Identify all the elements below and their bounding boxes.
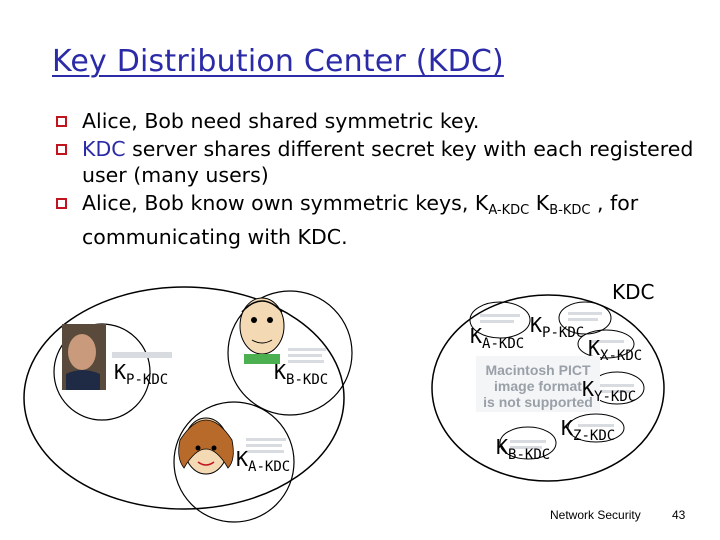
- kdc-heading: KDC: [612, 280, 655, 304]
- pict-line-2: image format: [494, 378, 582, 394]
- bob-cartoon-icon: [240, 298, 284, 364]
- footer-title: Network Security: [550, 508, 641, 522]
- pict-line-1: Macintosh PICT: [485, 362, 591, 378]
- user-b-circle: [228, 291, 352, 415]
- kdc-key-b: $K_{B-KDC}$: [496, 435, 551, 463]
- kdc-key-z: $K_{Z-KDC}$: [561, 416, 616, 444]
- key-label-a: $K_{A-KDC}$: [236, 447, 291, 475]
- slide-title: Key Distribution Center (KDC): [52, 44, 504, 79]
- pict-placeholder-text: [478, 362, 598, 410]
- bullet-sub-b: B-KDC: [549, 203, 591, 218]
- key-label-p: $K_{P-KDC}$: [114, 360, 169, 388]
- bullet-kdc-prefix: KDC: [82, 137, 126, 161]
- kdc-key-x: $K_{X-KDC}$: [588, 336, 643, 364]
- kdc-key-a: $K_{A-KDC}$: [470, 324, 525, 352]
- alice-cartoon-icon: [179, 418, 234, 474]
- users-oval: [24, 287, 344, 509]
- kdc-key-y: $K_{Y-KDC}$: [582, 377, 637, 405]
- kdc-key-p: $K_{P-KDC}$: [530, 313, 585, 341]
- pict-line-3: is not supported: [483, 394, 593, 410]
- page-number: 43: [672, 508, 686, 522]
- key-label-b: $K_{B-KDC}$: [274, 360, 329, 388]
- bullet-text-mid: K: [529, 191, 550, 215]
- bullet-text-end: , for communicating with KDC.: [82, 191, 639, 249]
- bullet-text: Alice, Bob know own symmetric keys, K: [82, 191, 489, 215]
- bullet-text: Alice, Bob need shared symmetric key.: [82, 109, 480, 133]
- bullet-sub-a: A-KDC: [488, 203, 530, 218]
- bullet-text: server shares different secret key with each registered user (many users): [82, 137, 694, 187]
